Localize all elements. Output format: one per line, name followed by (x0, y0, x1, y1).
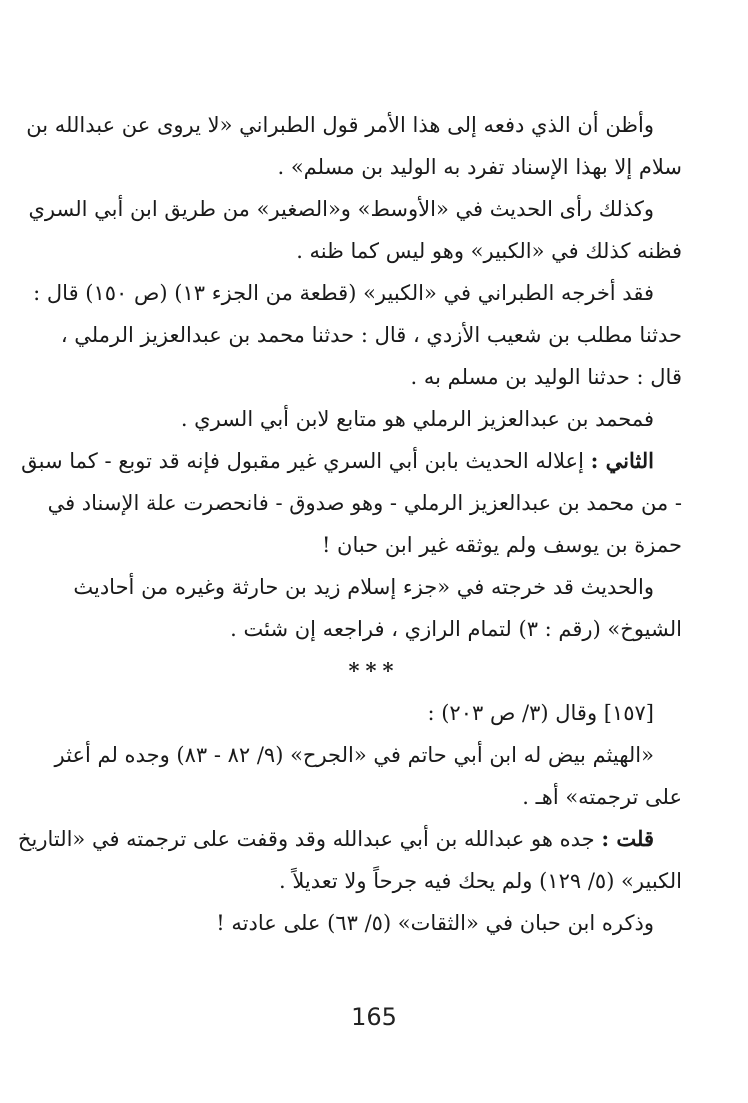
text-line: إعلاله الحديث بابن أبي السري غير مقبول فإنه قد توبع - كما سبق (21, 449, 584, 473)
text-line: الشيوخ» (رقم : ٣) لتمام الرازي ، فراجعه إن شئت . (230, 617, 682, 641)
text-line: فقد أخرجه الطبراني في «الكبير» (قطعة من الجزء ١٣) (ص ١٥٠) قال : (33, 281, 654, 305)
text-line-qult (17, 818, 682, 860)
page-number: 165 (351, 1003, 397, 1031)
text-line: جده هو عبدالله بن أبي عبدالله وقد وقفت على ترجمته في «التاريخ (17, 827, 595, 851)
text-line: فمحمد بن عبدالعزيز الرملي هو متابع لابن أبي السري . (180, 407, 654, 431)
text-line: على ترجمته» أهـ . (522, 785, 682, 809)
text-line: الكبير» (٥/ ١٢٩) ولم يحك فيه جرحاً ولا تعديلاً . (279, 869, 682, 893)
text-line: فظنه كذلك في «الكبير» وهو ليس كما ظنه . (296, 239, 682, 263)
text-line: وكذلك رأى الحديث في «الأوسط» و«الصغير» من طريق ابن أبي السري (28, 197, 654, 221)
text-line: وذكره ابن حبان في «الثقات» (٥/ ٦٣) على عادته ! (216, 911, 654, 935)
text-line: حمزة بن يوسف ولم يوثقه غير ابن حبان ! (321, 533, 682, 557)
text-line: - من محمد بن عبدالعزيز الرملي - وهو صدوق - فانحصرت علة الإسناد في (47, 491, 682, 515)
text-line: والحديث قد خرجته في «جزء إسلام زيد بن حارثة وغيره من أحاديث (73, 575, 654, 599)
text-line: «الهيثم بيض له ابن أبي حاتم في «الجرح» (٩/ ٨٢ - ٨٣) وجده لم أعثر (54, 743, 654, 767)
section-separator: *** (348, 658, 400, 683)
text-line: حدثنا مطلب بن شعيب الأزدي ، قال : حدثنا محمد بن عبدالعزيز الرملي ، (60, 323, 682, 347)
text-line: وأظن أن الذي دفعه إلى هذا الأمر قول الطبراني «لا يروى عن عبدالله بن (26, 113, 654, 137)
label-second: الثاني : (590, 448, 654, 473)
text-line-second (21, 440, 682, 482)
label-qult: قلت : (601, 826, 654, 851)
text-line: قال : حدثنا الوليد بن مسلم به . (410, 365, 682, 389)
text-line: [١٥٧] وقال (٣/ ص ٢٠٣) : (427, 701, 654, 725)
document-body (17, 104, 682, 944)
text-line: سلام إلا بهذا الإسناد تفرد به الوليد بن مسلم» . (277, 155, 682, 179)
